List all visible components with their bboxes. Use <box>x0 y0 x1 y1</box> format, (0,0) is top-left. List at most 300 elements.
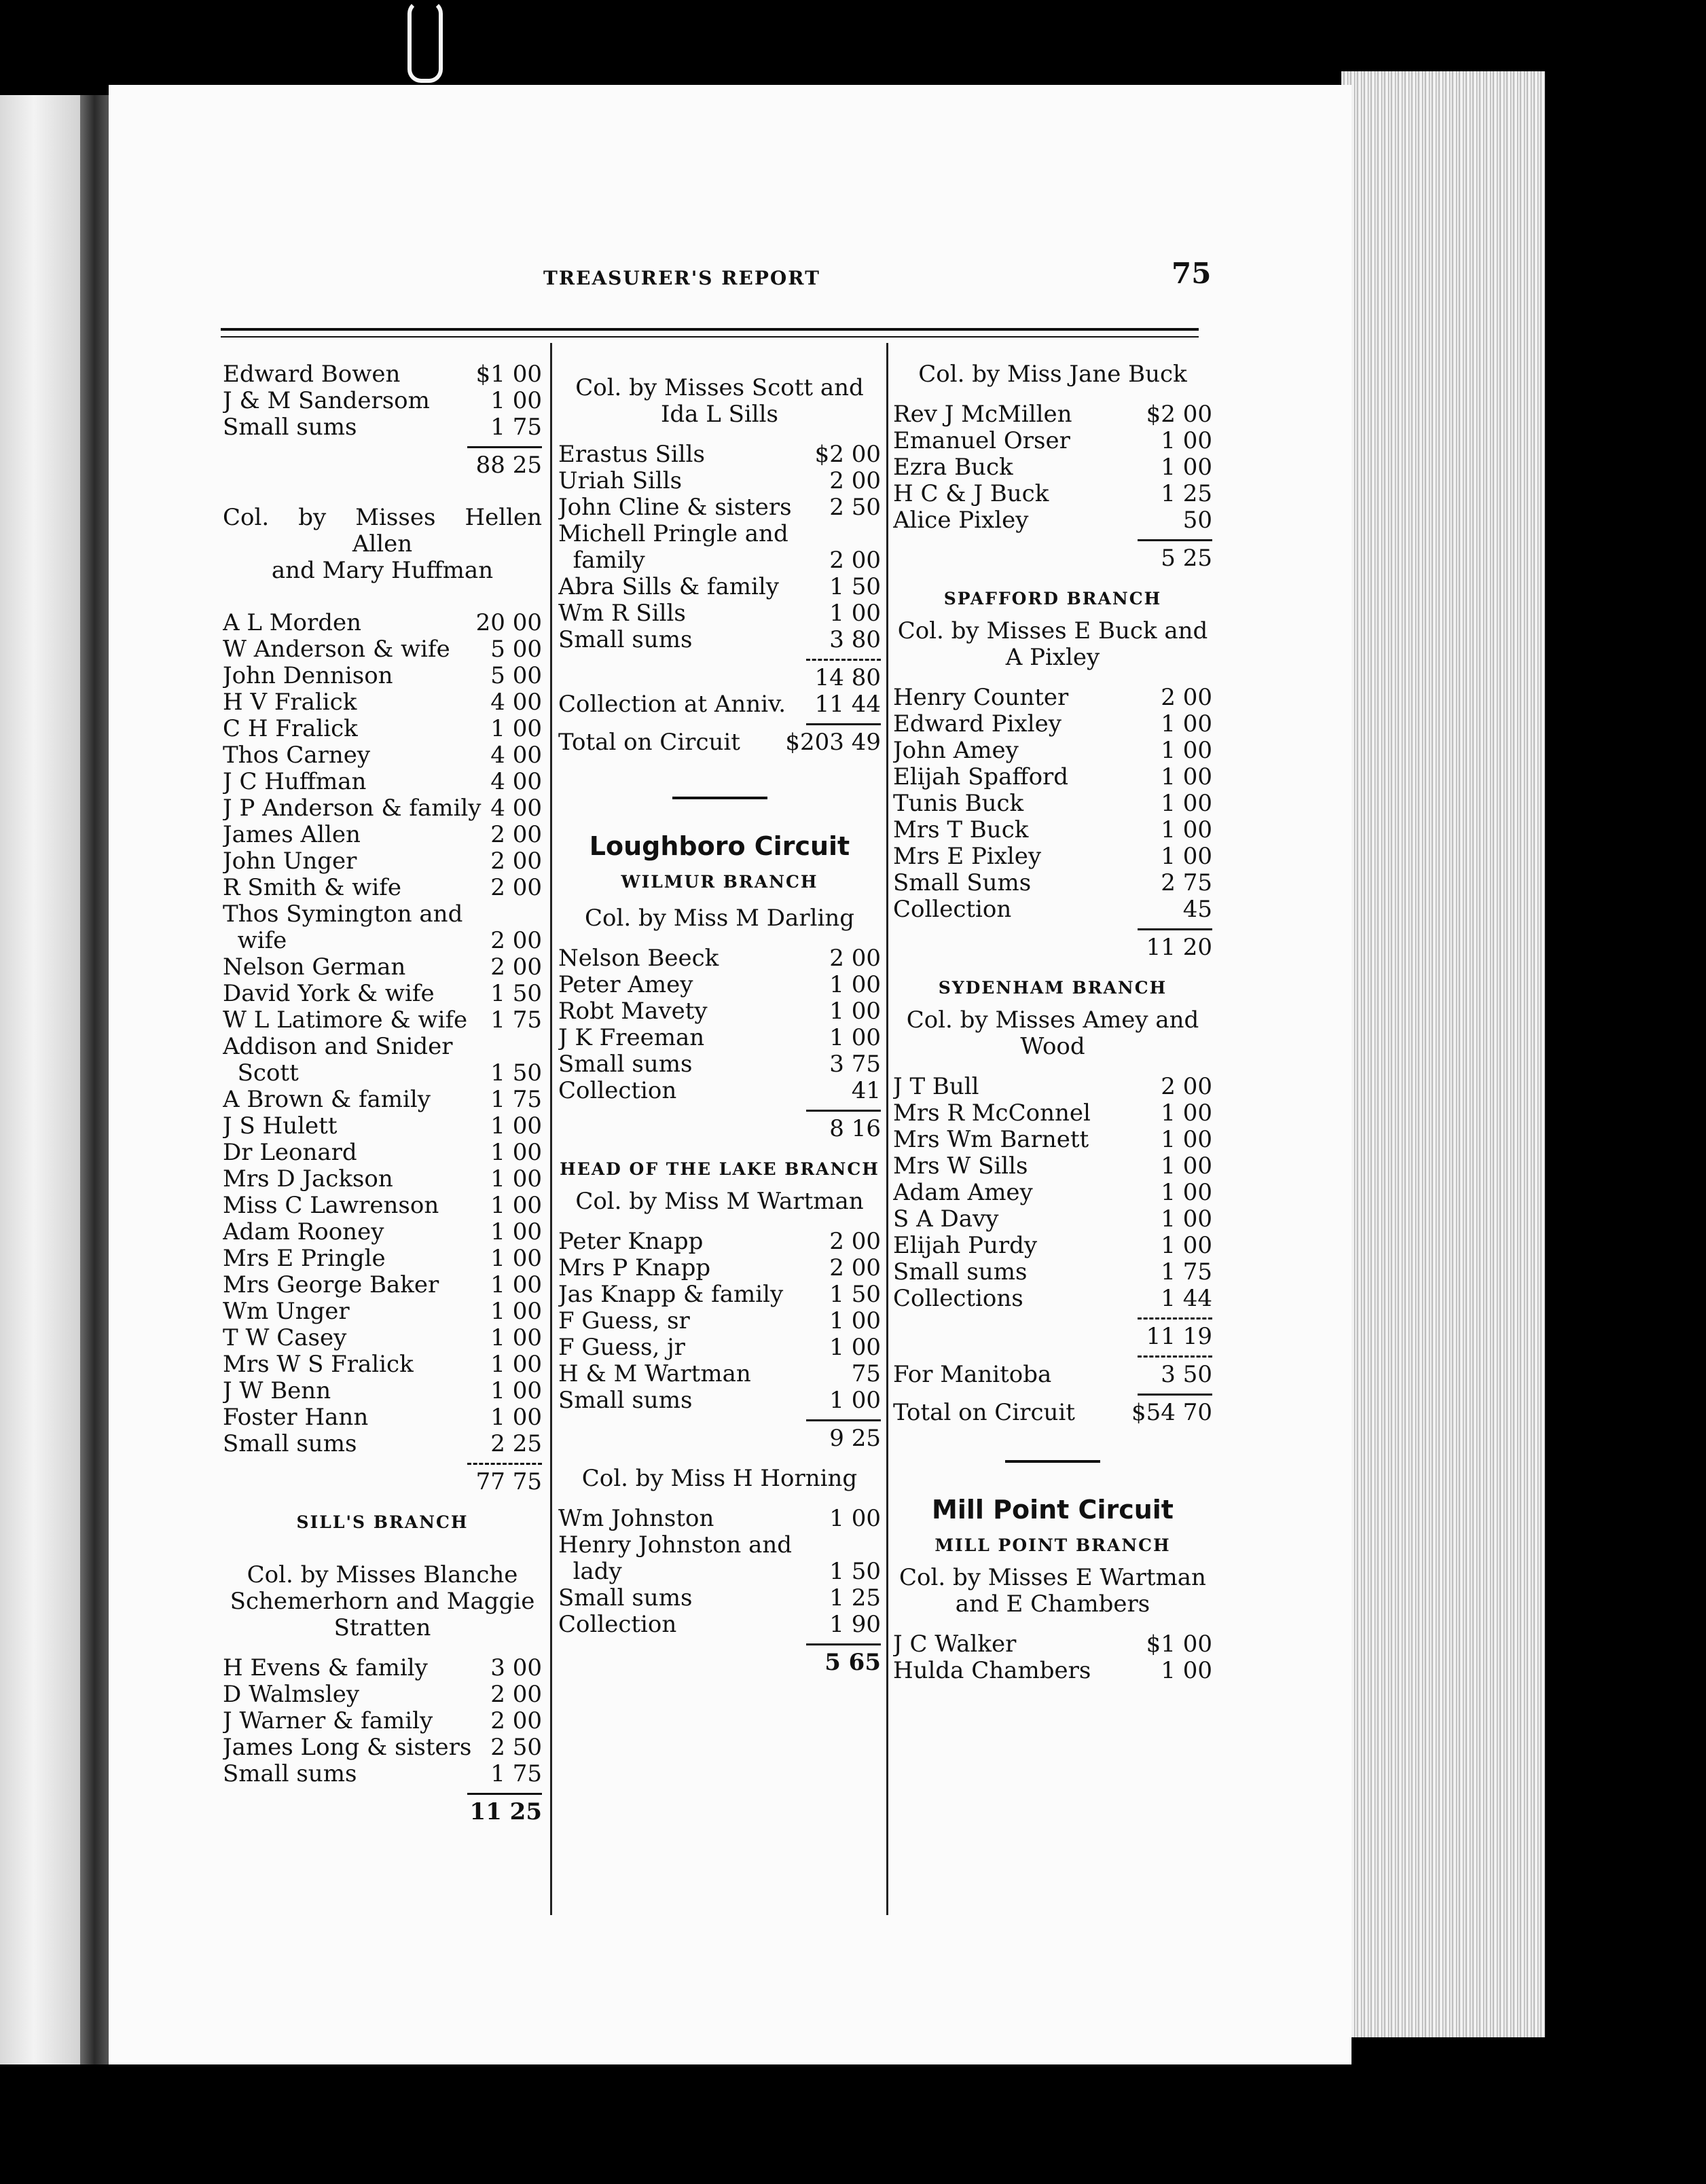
entry-list <box>893 401 1212 534</box>
branch-heading: SPAFFORD BRANCH <box>943 589 1162 608</box>
entry-amount: 2 00 <box>490 1681 542 1708</box>
subtotal-value: 14 80 <box>814 664 881 691</box>
entry-name: wife <box>223 928 287 954</box>
table-row <box>893 711 1212 738</box>
table-row <box>223 1708 542 1734</box>
entry-name: Peter Amey <box>558 972 693 998</box>
entry-list <box>558 441 881 653</box>
entry-amount: 45 <box>1182 896 1212 923</box>
entry-name: Small sums <box>558 1387 693 1414</box>
total-value: 8 16 <box>829 1115 881 1142</box>
entry-name: David York & wife <box>223 981 435 1007</box>
total-rule <box>1138 928 1212 930</box>
table-row <box>223 1681 542 1708</box>
table-row <box>223 875 542 901</box>
table-row <box>223 388 542 414</box>
collector-heading: Col. by Miss H Horning <box>581 1465 858 1492</box>
table-row <box>223 1087 542 1113</box>
entry-name: H C & J Buck <box>893 481 1049 507</box>
total-rule <box>806 659 881 661</box>
entry-amount: 1 00 <box>1161 816 1212 843</box>
entry-amount: 1 75 <box>490 414 542 441</box>
column-2 <box>558 361 881 1676</box>
entry-amount: 1 00 <box>1161 843 1212 870</box>
column-1 <box>223 361 542 1825</box>
table-row <box>223 716 542 742</box>
table-row <box>558 1025 881 1051</box>
entry-amount: 1 00 <box>1161 454 1212 481</box>
table-row <box>893 685 1212 711</box>
entry-name: J T Bull <box>893 1074 979 1100</box>
total-rule <box>467 446 542 448</box>
total-rule <box>1138 1394 1212 1396</box>
table-row <box>893 1631 1212 1658</box>
entry-name: A Brown & family <box>223 1087 431 1113</box>
total-value: 11 25 <box>469 1798 542 1825</box>
table-row <box>893 401 1212 428</box>
entry-amount: 1 00 <box>829 1505 881 1532</box>
book-spine <box>80 95 109 2064</box>
entry-name: F Guess, sr <box>558 1308 690 1334</box>
entry-name: Thos Symington and <box>223 901 463 928</box>
entry-amount: 2 00 <box>490 953 542 981</box>
entry-name: Jas Knapp & family <box>558 1281 784 1308</box>
entry-name: Mrs D Jackson <box>223 1166 393 1193</box>
entry-amount: 1 50 <box>829 1281 881 1308</box>
entry-amount: $1 00 <box>1146 1631 1212 1658</box>
table-row <box>223 1245 542 1272</box>
entry-name: J S Hulett <box>223 1113 338 1140</box>
table-row <box>893 738 1212 764</box>
table-row <box>558 574 881 600</box>
entry-amount: 1 00 <box>490 1351 542 1378</box>
table-row <box>558 627 881 653</box>
entry-name: Collection <box>558 1078 677 1104</box>
entry-amount: 1 75 <box>1161 1258 1212 1286</box>
entry-amount: 2 00 <box>829 1254 881 1281</box>
entry-amount: 1 00 <box>829 1334 881 1361</box>
collector-heading: Col. by Misses Scott and <box>575 374 864 401</box>
entry-amount: 1 00 <box>490 1271 542 1298</box>
header-rule-bottom <box>221 336 1199 338</box>
table-row <box>223 848 542 875</box>
entry-name: Small sums <box>558 1051 693 1078</box>
table-row <box>893 1180 1212 1206</box>
total-rule <box>1138 1355 1212 1358</box>
entry-name: Small sums <box>223 414 357 441</box>
entry-amount: 1 75 <box>490 1006 542 1034</box>
entry-name: lady <box>558 1559 622 1585</box>
table-row <box>223 1193 542 1219</box>
entry-amount: 4 00 <box>490 795 542 822</box>
total-rule <box>806 1419 881 1421</box>
entry-name: Mrs E Pringle <box>223 1245 386 1272</box>
table-row <box>223 1166 542 1193</box>
entry-list <box>558 1506 881 1638</box>
collector-heading-cont: Schemerhorn and Maggie <box>230 1588 535 1615</box>
entry-amount: 1 75 <box>490 1086 542 1113</box>
table-row <box>558 1334 881 1361</box>
total-value: 11 20 <box>1146 934 1212 961</box>
entry-name: Elijah Spafford <box>893 764 1069 790</box>
entry-amount: 1 00 <box>829 1307 881 1334</box>
table-row <box>558 600 881 627</box>
entry-amount: 20 00 <box>475 609 542 636</box>
branch-heading: HEAD OF THE LAKE BRANCH <box>560 1159 879 1179</box>
circuit-total-value: $203 49 <box>785 729 881 756</box>
entry-amount: 75 <box>851 1360 881 1387</box>
table-row <box>558 1506 881 1532</box>
entry-list <box>223 610 542 1457</box>
table-row <box>893 1286 1212 1312</box>
table-row <box>558 441 881 468</box>
entry-list <box>893 685 1212 923</box>
table-row <box>558 1559 881 1585</box>
table-row <box>223 822 542 848</box>
collector-heading-cont: A Pixley <box>1005 644 1100 671</box>
entry-name: Dr Leonard <box>223 1140 357 1166</box>
entry-amount: 1 00 <box>1161 737 1212 764</box>
entry-name: Alice Pixley <box>893 507 1029 534</box>
entry-amount: 1 00 <box>1161 790 1212 817</box>
table-row <box>223 1351 542 1378</box>
table-row <box>893 817 1212 843</box>
entry-name: W Anderson & wife <box>223 636 450 663</box>
entry-amount: 2 50 <box>829 494 881 521</box>
table-row <box>223 769 542 795</box>
entry-amount: 3 50 <box>1161 1361 1212 1388</box>
entry-name: Tunis Buck <box>893 790 1024 817</box>
entry-name: Scott <box>223 1060 299 1087</box>
entry-name: Collections <box>893 1286 1023 1312</box>
entry-name: Edward Bowen <box>223 361 401 388</box>
table-row <box>893 870 1212 896</box>
collector-heading: Col. by Miss Jane Buck <box>918 361 1187 388</box>
table-row <box>223 1734 542 1761</box>
entry-name: John Cline & sisters <box>558 494 792 521</box>
entry-name: F Guess, jr <box>558 1334 685 1361</box>
entry-name: Small sums <box>893 1259 1028 1286</box>
entry-amount: 1 00 <box>829 998 881 1025</box>
collector-heading: Col. by Misses E Buck and <box>897 617 1208 644</box>
entry-amount: 2 50 <box>490 1734 542 1761</box>
total-rule <box>1138 539 1212 541</box>
entry-name: Collection <box>558 1612 677 1638</box>
entry-name: T W Casey <box>223 1325 347 1351</box>
collector-heading: Col. by Misses Blanche <box>247 1561 518 1588</box>
table-row <box>223 1060 542 1087</box>
circuit-heading: Mill Point Circuit <box>932 1495 1174 1525</box>
entry-name: Foster Hann <box>223 1404 369 1431</box>
table-row <box>223 1140 542 1166</box>
entry-amount: 2 00 <box>829 945 881 972</box>
table-row <box>223 1655 542 1681</box>
table-row <box>893 507 1212 534</box>
entry-amount: 1 00 <box>1161 1205 1212 1233</box>
entry-name: Ezra Buck <box>893 454 1013 481</box>
entry-name: John Amey <box>893 738 1019 764</box>
table-row <box>558 1532 881 1559</box>
table-row <box>558 972 881 998</box>
entry-amount: 1 00 <box>490 1218 542 1245</box>
table-row <box>223 901 542 928</box>
entry-amount: 1 00 <box>829 971 881 998</box>
entry-name: Wm Johnston <box>558 1506 714 1532</box>
entry-name: Nelson Beeck <box>558 945 719 972</box>
entry-name: Adam Rooney <box>223 1219 384 1245</box>
entry-name: John Unger <box>223 848 357 875</box>
collector-heading: Col. by Misses Amey and <box>906 1006 1199 1034</box>
total-rule <box>467 1463 542 1465</box>
entry-amount: 1 00 <box>490 1192 542 1219</box>
table-row <box>223 1761 542 1787</box>
entry-amount: 1 50 <box>829 573 881 600</box>
table-row <box>223 954 542 981</box>
entry-name: Small Sums <box>893 870 1032 896</box>
entry-amount: 1 90 <box>829 1611 881 1638</box>
collector-heading-cont: and E Chambers <box>955 1590 1150 1618</box>
entry-amount: 5 00 <box>490 636 542 663</box>
entry-amount: 1 00 <box>1161 1232 1212 1259</box>
entry-name: H Evens & family <box>223 1655 428 1681</box>
entry-amount: 2 00 <box>490 927 542 954</box>
entry-name: Wm R Sills <box>558 600 686 627</box>
entry-amount: 41 <box>851 1077 881 1104</box>
entry-list <box>558 1228 881 1414</box>
table-row <box>558 468 881 494</box>
entry-amount: 50 <box>1182 507 1212 534</box>
entry-name: James Allen <box>223 822 361 848</box>
entry-amount: 1 00 <box>490 1245 542 1272</box>
circuit-total-value: $54 70 <box>1131 1399 1212 1426</box>
entry-amount: 1 25 <box>1161 480 1212 507</box>
table-row <box>223 610 542 636</box>
total-value: 11 19 <box>1146 1323 1212 1350</box>
entry-name: Thos Carney <box>223 742 371 769</box>
table-row <box>223 1325 542 1351</box>
entry-amount: 2 00 <box>1161 684 1212 711</box>
entry-amount: 1 00 <box>829 1387 881 1414</box>
entry-name: J & M Sandersom <box>223 388 430 414</box>
entry-list <box>893 1074 1212 1312</box>
table-row <box>223 1431 542 1457</box>
collector-heading-cont: Ida L Sills <box>660 401 779 428</box>
entry-list <box>558 945 881 1104</box>
entry-amount: 2 00 <box>490 848 542 875</box>
table-row <box>893 1153 1212 1180</box>
table-row <box>558 1228 881 1255</box>
table-row <box>223 1219 542 1245</box>
circuit-heading: Loughboro Circuit <box>589 831 850 861</box>
entry-amount: 2 00 <box>490 874 542 901</box>
total-rule <box>806 723 881 725</box>
entry-name: Henry Johnston and <box>558 1532 793 1559</box>
collector-heading-cont: Wood <box>1020 1033 1085 1060</box>
entry-amount: 11 44 <box>814 691 881 718</box>
entry-amount: 1 75 <box>490 1760 542 1787</box>
entry-amount: 1 00 <box>490 1377 542 1404</box>
table-row <box>223 742 542 769</box>
branch-heading: SYDENHAM BRANCH <box>938 978 1167 998</box>
entry-amount: 4 00 <box>490 742 542 769</box>
entry-amount: 1 00 <box>490 1112 542 1140</box>
table-row <box>558 1308 881 1334</box>
entry-name: Addison and Snider <box>223 1034 453 1060</box>
entry-name: Collection <box>893 896 1012 923</box>
entry-amount: 3 75 <box>829 1051 881 1078</box>
entry-list <box>223 1655 542 1787</box>
table-row <box>893 1127 1212 1153</box>
entry-name: Small sums <box>558 627 693 653</box>
collector-heading-cont: and Mary Huffman <box>271 557 494 584</box>
entry-name: C H Fralick <box>223 716 358 742</box>
entry-amount: 3 00 <box>490 1654 542 1681</box>
table-row <box>893 481 1212 507</box>
entry-name: James Long & sisters <box>223 1734 472 1761</box>
subtotal-value: 88 25 <box>475 452 542 479</box>
table-row <box>223 1007 542 1034</box>
entry-amount: 5 00 <box>490 662 542 689</box>
table-row <box>223 663 542 689</box>
entry-name: J K Freeman <box>558 1025 705 1051</box>
entry-amount: 1 50 <box>490 980 542 1007</box>
entry-amount: 4 00 <box>490 689 542 716</box>
binding-string <box>407 0 443 83</box>
entry-name: Hulda Chambers <box>893 1658 1091 1684</box>
collector-heading: Col. by Miss M Wartman <box>575 1188 864 1215</box>
entry-amount: 2 75 <box>1161 869 1212 896</box>
entry-amount: 2 00 <box>1161 1073 1212 1100</box>
total-value: 5 25 <box>1161 545 1212 572</box>
table-row <box>223 689 542 716</box>
collector-heading: Col. by Miss M Darling <box>585 905 854 932</box>
total-rule <box>806 1110 881 1112</box>
entry-name: R Smith & wife <box>223 875 401 901</box>
entry-list <box>893 1631 1212 1684</box>
table-row <box>223 1378 542 1404</box>
entry-amount: 1 00 <box>490 1324 542 1351</box>
entry-amount: 2 00 <box>490 821 542 848</box>
entry-amount: 1 00 <box>490 1298 542 1325</box>
table-row <box>558 1361 881 1387</box>
entry-name: Elijah Purdy <box>893 1233 1038 1259</box>
section-separator <box>672 797 767 799</box>
table-row <box>558 1051 881 1078</box>
table-row <box>223 636 542 663</box>
table-row <box>223 928 542 954</box>
entry-amount: 1 00 <box>1161 1126 1212 1153</box>
entry-name: Abra Sills & family <box>558 574 779 600</box>
branch-heading: WILMUR BRANCH <box>621 872 818 892</box>
entry-name: S A Davy <box>893 1206 999 1233</box>
table-row <box>558 1387 881 1414</box>
entry-name: J C Huffman <box>223 769 367 795</box>
entry-amount: 1 00 <box>1161 1152 1212 1180</box>
entry-name: Small sums <box>558 1585 693 1612</box>
entry-amount: $1 00 <box>475 361 542 388</box>
entry-name: Total on Circuit <box>558 729 740 756</box>
table-row <box>223 1034 542 1060</box>
total-rule <box>467 1793 542 1795</box>
table-row <box>558 998 881 1025</box>
entry-amount: 1 00 <box>490 1165 542 1193</box>
page-number: 75 <box>1172 257 1212 290</box>
entry-name: For Manitoba <box>893 1362 1052 1388</box>
table-row <box>558 1612 881 1638</box>
entry-name: Mrs E Pixley <box>893 843 1042 870</box>
entry-name: J C Walker <box>893 1631 1017 1658</box>
entry-name: Mrs T Buck <box>893 817 1029 843</box>
entry-name: Mrs R McConnel <box>893 1100 1091 1127</box>
entry-name: Nelson German <box>223 954 406 981</box>
table-row <box>558 1281 881 1308</box>
section-separator <box>1005 1460 1100 1463</box>
entry-amount: 1 00 <box>490 1404 542 1431</box>
entry-amount: 1 00 <box>1161 1179 1212 1206</box>
entry-name: Small sums <box>223 1761 357 1787</box>
table-row <box>893 1074 1212 1100</box>
table-row <box>558 547 881 574</box>
entry-list <box>223 361 542 441</box>
entry-amount: 2 00 <box>829 547 881 574</box>
entry-amount: 2 00 <box>829 1228 881 1255</box>
total-rule <box>806 1643 881 1645</box>
entry-name: Wm Unger <box>223 1298 350 1325</box>
entry-name: A L Morden <box>223 610 362 636</box>
table-row <box>223 1404 542 1431</box>
entry-name: J W Benn <box>223 1378 331 1404</box>
table-row <box>558 1255 881 1281</box>
table-row <box>223 795 542 822</box>
entry-name: Mrs W Sills <box>893 1153 1028 1180</box>
collector-heading: Col. by Misses E Wartman <box>899 1564 1206 1591</box>
table-row <box>558 1585 881 1612</box>
table-row <box>223 1298 542 1325</box>
entry-amount: $2 00 <box>814 441 881 468</box>
entry-name: Mrs Wm Barnett <box>893 1127 1089 1153</box>
page-block-edges <box>1341 71 1545 2037</box>
table-row <box>558 494 881 521</box>
entry-name: Small sums <box>223 1431 357 1457</box>
entry-name: H V Fralick <box>223 689 357 716</box>
entry-amount: 1 44 <box>1161 1285 1212 1312</box>
entry-amount: 1 00 <box>829 1024 881 1051</box>
entry-amount: 2 25 <box>490 1430 542 1457</box>
column-divider-1 <box>550 343 552 1915</box>
entry-name: Mrs W S Fralick <box>223 1351 414 1378</box>
entry-amount: 1 00 <box>490 1139 542 1166</box>
table-row <box>893 790 1212 817</box>
entry-name: Uriah Sills <box>558 468 683 494</box>
entry-amount: 1 50 <box>829 1558 881 1585</box>
table-row <box>893 428 1212 454</box>
entry-amount: 1 00 <box>1161 710 1212 738</box>
entry-name: Collection at Anniv. <box>558 691 786 718</box>
facing-page-edge <box>0 95 85 2064</box>
entry-amount: 4 00 <box>490 768 542 795</box>
entry-name: Michell Pringle and <box>558 521 788 547</box>
table-row <box>893 1658 1212 1684</box>
entry-name: Erastus Sills <box>558 441 705 468</box>
entry-name: Total on Circuit <box>893 1400 1075 1426</box>
entry-name: Mrs George Baker <box>223 1272 439 1298</box>
entry-name: J P Anderson & family <box>223 795 482 822</box>
table-row <box>223 1113 542 1140</box>
entry-amount: 1 00 <box>829 600 881 627</box>
entry-name: J Warner & family <box>223 1708 433 1734</box>
table-row <box>558 521 881 547</box>
table-row <box>893 843 1212 870</box>
